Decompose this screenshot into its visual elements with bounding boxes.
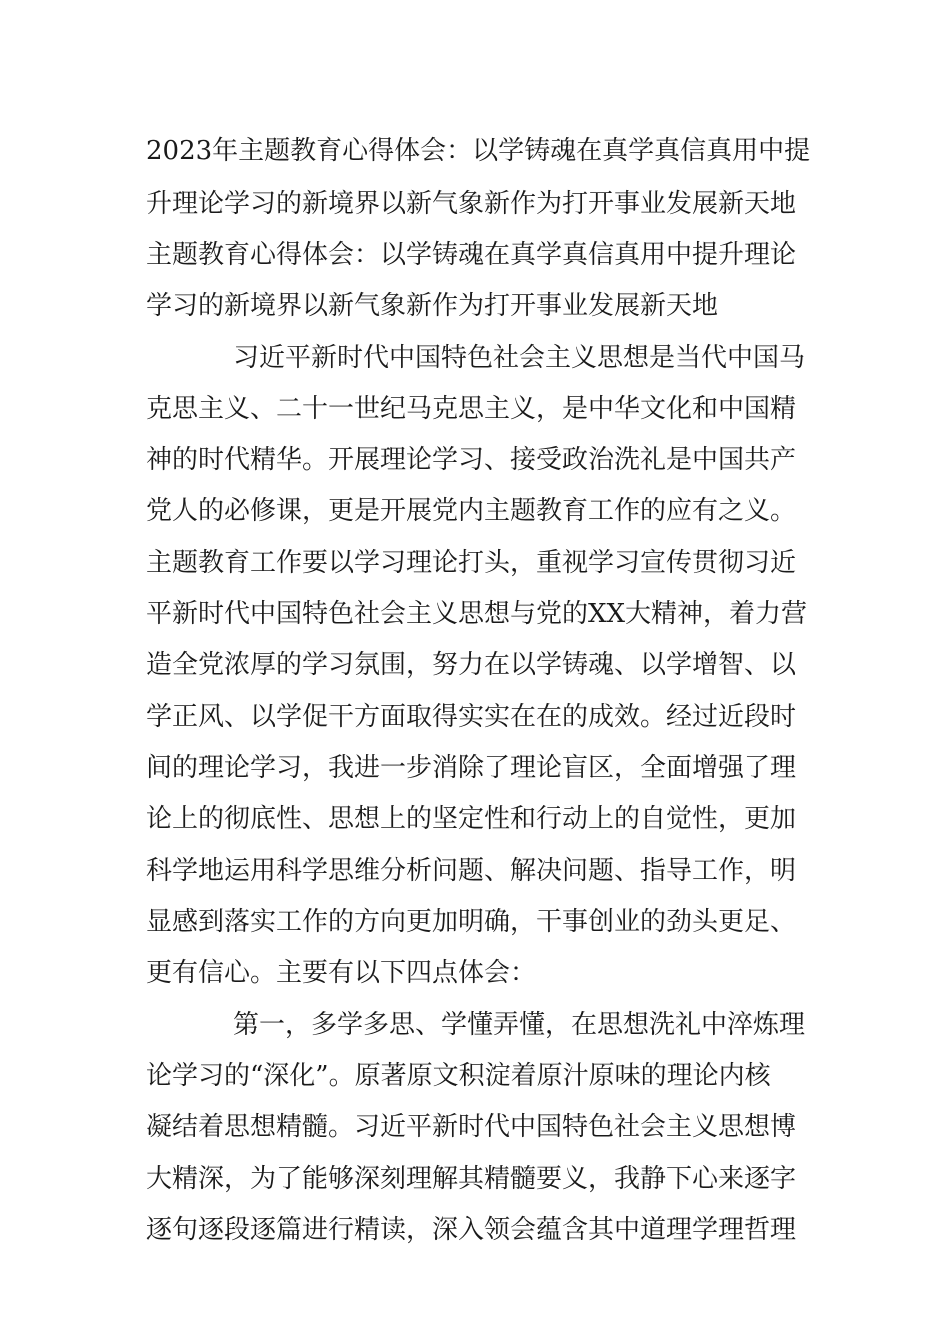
paragraph-1-line-12: 显感到落实工作的方向更加明确，干事创业的劲头更足、 (146, 907, 797, 937)
paragraph-2-line-2: 论学习的“深化”。原著原文积淀着原汁原味的理论内核 (146, 1061, 771, 1091)
paragraph-1-line-11: 科学地运用科学思维分析问题、解决问题、指导工作，明 (146, 856, 797, 886)
title-line-2: 升理论学习的新境界以新气象新作为打开事业发展新天地 (146, 189, 797, 219)
paragraph-1-line-2: 克思主义、二十一世纪马克思主义，是中华文化和中国精 (146, 394, 797, 424)
paragraph-1-line-8: 学正风、以学促干方面取得实实在在的成效。经过近段时 (146, 702, 797, 732)
paragraph-2-line-3: 凝结着思想精髓。习近平新时代中国特色社会主义思想博 (146, 1112, 797, 1142)
paragraph-1-line-3: 神的时代精华。开展理论学习、接受政治洗礼是中国共产 (146, 445, 797, 475)
title-line-3: 主题教育心得体会：以学铸魂在真学真信真用中提升理论 (146, 240, 797, 270)
paragraph-1-line-1: 习近平新时代中国特色社会主义思想是当代中国马 (233, 343, 806, 373)
paragraph-1-line-6: 平新时代中国特色社会主义思想与党的XX大精神，着力营 (146, 599, 808, 629)
paragraph-1-line-9: 间的理论学习，我进一步消除了理论盲区，全面增强了理 (146, 753, 797, 783)
paragraph-1-line-13: 更有信心。主要有以下四点体会： (146, 958, 537, 988)
paragraph-2-line-1: 第一，多学多思、学懂弄懂，在思想洗礼中淬炼理 (233, 1010, 806, 1040)
paragraph-1-line-4: 党人的必修课，更是开展党内主题教育工作的应有之义。 (146, 496, 797, 526)
title-line-1: 2023年主题教育心得体会：以学铸魂在真学真信真用中提 (146, 136, 811, 166)
paragraph-2-line-4: 大精深，为了能够深刻理解其精髓要义，我静下心来逐字 (146, 1164, 797, 1194)
title-line-4: 学习的新境界以新气象新作为打开事业发展新天地 (146, 291, 719, 321)
paragraph-2-line-5: 逐句逐段逐篇进行精读，深入领会蕴含其中道理学理哲理 (146, 1215, 797, 1245)
paragraph-1-line-7: 造全党浓厚的学习氛围，努力在以学铸魂、以学增智、以 (146, 650, 797, 680)
paragraph-1-line-10: 论上的彻底性、思想上的坚定性和行动上的自觉性，更加 (146, 804, 797, 834)
paragraph-1-line-5: 主题教育工作要以学习理论打头，重视学习宣传贯彻习近 (146, 548, 797, 578)
